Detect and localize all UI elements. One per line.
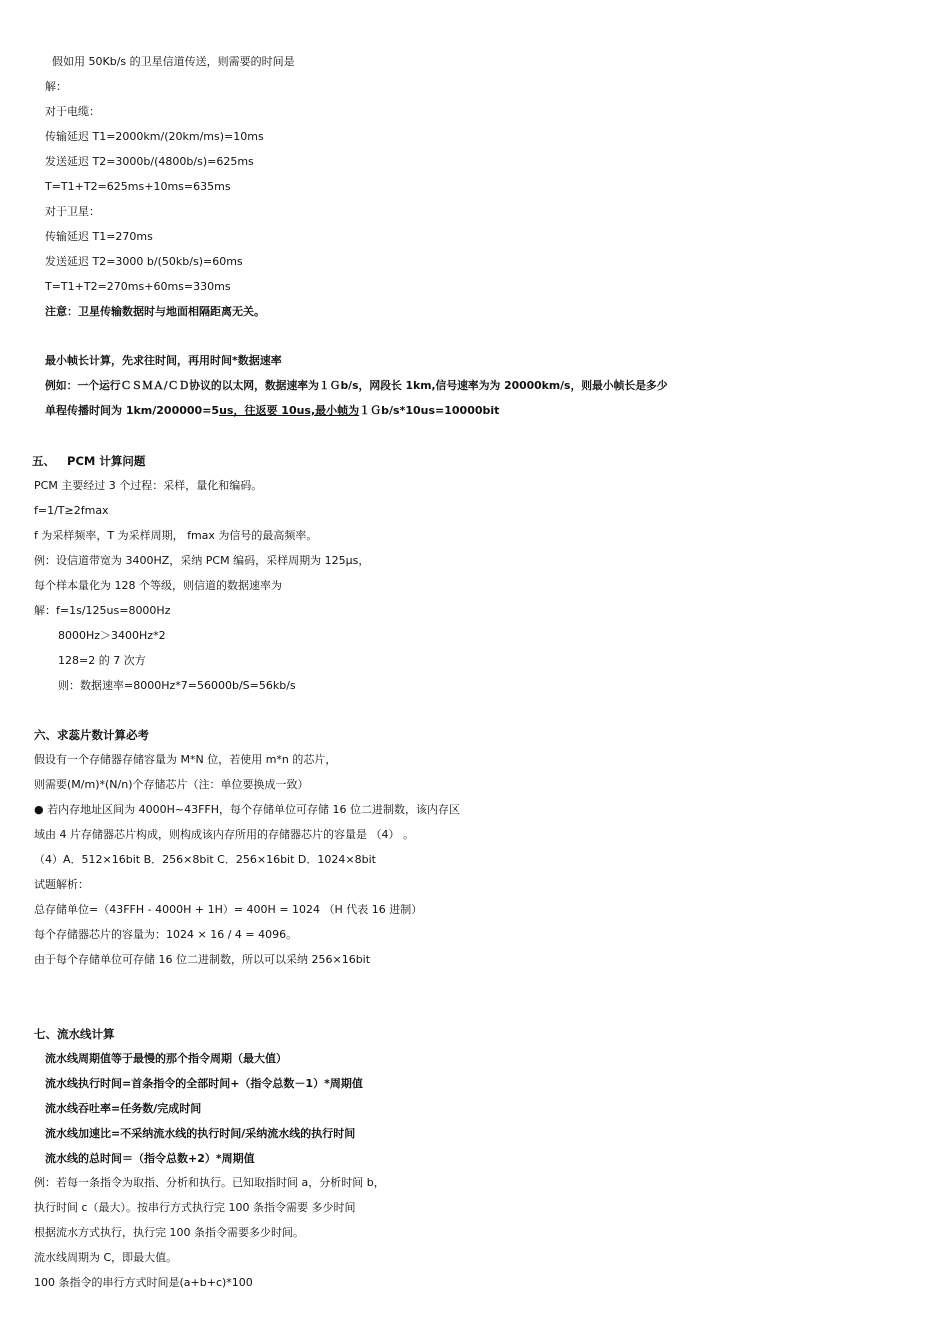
min-frame-answer (45, 403, 499, 419)
cable-label: 对于电缆： (45, 105, 100, 118)
section7-line3: 根据流水方式执行，执行完 100 条指令需要多少时间。 (34, 1226, 304, 1239)
section6-line5: （4）A．512×16bit B．256×8bit C．256×16bit D．1024×8bit (34, 853, 376, 866)
section6-line2: 则需要(M/m)*(N/n)个存储芯片（注：单位要换成一致） (34, 778, 309, 791)
section5-line2: f=1/T≥2fmax (34, 504, 109, 517)
section6-line8: 每个存储器芯片的容量为：1024 × 16 / 4 = 4096。 (34, 928, 298, 941)
cable-t1: 传输延迟 T1=2000km/(20km/ms)=10ms (45, 130, 264, 143)
solution-label: 解： (45, 80, 67, 93)
min-frame-answer-part1: 单程传播时间为 1km/200000=5 (45, 404, 220, 417)
section6-line3: ● 若内存地址区间为 4000H~43FFH，每个存储单位可存储 16 位二进制数，该内存区 (34, 803, 460, 816)
section7-line2: 执行时间 c（最大）。按串行方式执行完 100 条指令需要 多少时间 (34, 1201, 356, 1214)
section7-line1: 例：若每一条指令为取指、分析和执行。已知取指时间 a，分析时间 b， (34, 1176, 385, 1189)
section5-line3: f 为采样频率，T 为采样周期， fmax 为信号的最高频率。 (34, 529, 318, 542)
section7-line4: 流水线周期为 C，即最大值。 (34, 1251, 178, 1264)
section7-bold4: 流水线加速比=不采纳流水线的执行时间/采纳流水线的执行时间 (45, 1127, 356, 1140)
section7-bold3: 流水线吞吐率=任务数/完成时间 (45, 1102, 202, 1115)
section7-bold5: 流水线的总时间＝（指令总数+2）*周期值 (45, 1152, 255, 1165)
satellite-note: 注意：卫星传输数据时与地面相隔距离无关。 (45, 305, 265, 318)
section7-line5: 100 条指令的串行方式时间是(a+b+c)*100 (34, 1276, 253, 1289)
section5-line4: 例：设信道带宽为 3400HZ，采纳 PCM 编码，采样周期为 125μs， (34, 554, 370, 567)
section5-line8: 128=2 的 7 次方 (58, 654, 146, 667)
satellite-t2: 发送延迟 T2=3000 b/(50kb/s)=60ms (45, 255, 243, 268)
min-frame-answer-part3: １Ｇb/s*10us=10000bit (359, 404, 500, 417)
section6-line9: 由于每个存储单位可存储 16 位二进制数，所以可以采纳 256×16bit (34, 953, 371, 966)
min-frame-example: 例如：一个运行ＣＳＭＡ/ＣＤ协议的以太网，数据速率为１Ｇb/s，网段长 1km,信号速率为为 20000km/s，则最小帧长是多少 (45, 379, 668, 392)
satellite-total: T=T1+T2=270ms+60ms=330ms (45, 280, 231, 293)
section6-title: 六、求蕊片数计算必考 (34, 728, 149, 742)
section5-line7: 8000Hz＞3400Hz*2 (58, 629, 166, 642)
cable-t2: 发送延迟 T2=3000b/(4800b/s)=625ms (45, 155, 254, 168)
section5-line6: 解：f=1s/125us=8000Hz (34, 604, 171, 617)
section5-line5: 每个样本量化为 128 个等级，则信道的数据速率为 (34, 579, 282, 592)
section7-bold1: 流水线周期值等于最慢的那个指令周期（最大值） (45, 1052, 287, 1065)
satellite-t1: 传输延迟 T1=270ms (45, 230, 153, 243)
section5-line9: 则：数据速率=8000Hz*7=56000b/S=56kb/s (58, 679, 296, 692)
satellite-label: 对于卫星： (45, 205, 100, 218)
section6-line7: 总存储单位=（43FFH - 4000H + 1H）= 400H = 1024 （H 代表 16 进制） (34, 903, 423, 916)
section6-line4: 域由 4 片存储器芯片构成，则构成该内存所用的存储器芯片的容量是 （4） 。 (34, 828, 414, 841)
section6-line1: 假设有一个存储器存储容量为 M*N 位，若使用 m*n 的芯片， (34, 753, 337, 766)
section5-title: 五、 PCM 计算问题 (32, 454, 146, 468)
cable-total: T=T1+T2=625ms+10ms=635ms (45, 180, 231, 193)
section7-title: 七、流水线计算 (34, 1027, 115, 1041)
section5-line1: PCM 主要经过 3 个过程：采样，量化和编码。 (34, 479, 263, 492)
section6-line6: 试题解析： (34, 878, 89, 891)
intro-line: 假如用 50Kb/s 的卫星信道传送，则需要的时间是 (52, 55, 295, 68)
min-frame-answer-part2: us，往返要 10us,最小帧为 (219, 404, 360, 417)
section7-bold2: 流水线执行时间=首条指令的全部时间+（指令总数－1）*周期值 (45, 1077, 363, 1090)
min-frame-rule: 最小帧长计算，先求往时间，再用时间*数据速率 (45, 354, 282, 367)
